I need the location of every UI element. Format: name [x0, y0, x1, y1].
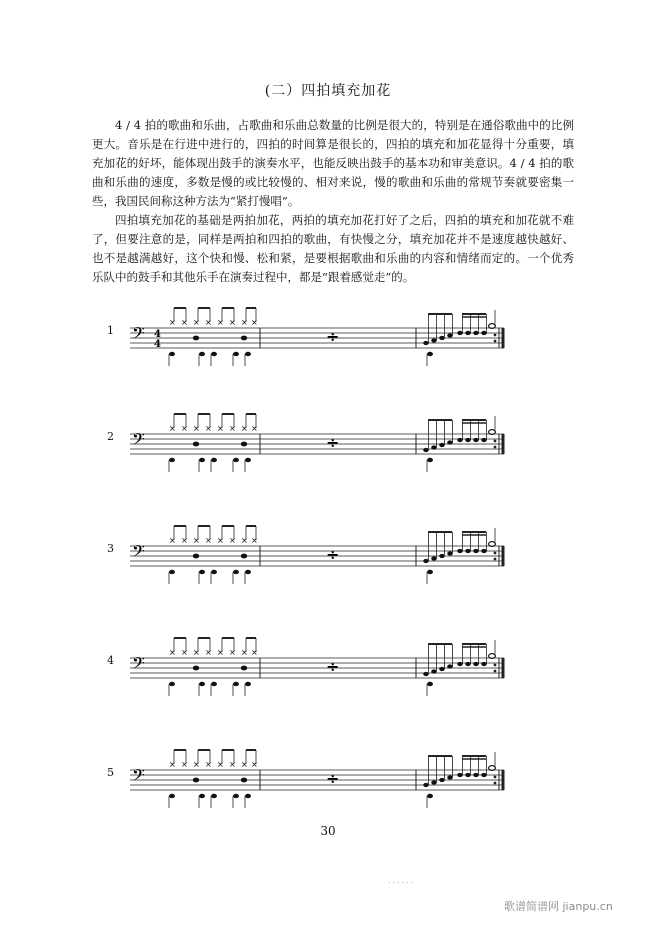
bass-drum-note: [169, 682, 175, 686]
drum-example-4: [0, 630, 656, 740]
fill-note: [447, 664, 453, 668]
fill-note: [447, 333, 453, 337]
hihat-note: ×: [217, 424, 224, 433]
fill-note: [473, 549, 479, 553]
measure-repeat-sign: ÷: [326, 545, 340, 564]
fill-note: [439, 778, 445, 782]
paragraph: 四拍填充加花的基础是两拍加花，两拍的填充加花打好了之后，四拍的填充和加花就不难了，但要注意的是，同样是两拍和四拍的歌曲，有快慢之分，填充加花并不是速度越快越好、也不是越满越好，这个快和慢、松和紧，是要根据歌曲和乐曲的内容和情绪而定的。一个优秀乐队中的鼓手和其他乐手在演奏过程中，都是“跟着感觉走”的。: [92, 213, 574, 284]
hihat-note: ×: [169, 424, 176, 433]
paragraph: 4 / 4 拍的歌曲和乐曲，占歌曲和乐曲总数量的比例是很大的，特别是在通俗歌曲中的比例更大。音乐是在行进中进行的，四拍的时间算是很长的，四拍的填充和加花显得十分重要，填充加花的好坏，能体现出鼓手的演奏水平，也能反映出鼓手的基本功和审美意识。4 / 4 拍的歌曲和乐曲的速度，多数是慢的或比较慢的、相对来说，慢的歌曲和乐曲的常规节奏就要密集一些，我国民间称这种方法为“紧打慢唱”。: [92, 118, 574, 208]
fill-note: [481, 331, 487, 335]
bass-drum-note: [169, 794, 175, 798]
fill-note: [423, 559, 429, 563]
repeat-dot: [494, 446, 497, 449]
fill-note: [439, 336, 445, 340]
fill-note: [481, 773, 487, 777]
bass-drum-note: [199, 794, 205, 798]
hihat-note: ×: [169, 536, 176, 545]
bass-drum-note: [211, 794, 217, 798]
drum-staff: [120, 406, 520, 486]
fill-note: [423, 672, 429, 676]
fill-note: [431, 556, 437, 560]
bass-drum-note: [245, 352, 251, 356]
hihat-note: ×: [241, 424, 248, 433]
measure-repeat-sign: ÷: [326, 769, 340, 788]
bass-drum-note: [233, 458, 239, 462]
fill-note: [431, 669, 437, 673]
bass-drum-note: [211, 682, 217, 686]
bass-drum-note: [245, 458, 251, 462]
snare-note: [193, 778, 199, 783]
time-signature-bottom: 4: [154, 339, 161, 350]
hihat-note: ×: [241, 318, 248, 327]
hihat-note: ×: [181, 536, 188, 545]
drum-example-1: [0, 300, 656, 410]
fill-note: [423, 783, 429, 787]
bass-drum-note: [245, 794, 251, 798]
hihat-note: ×: [241, 536, 248, 545]
hihat-note: ×: [193, 318, 200, 327]
repeat-dot: [494, 552, 497, 555]
fill-note: [447, 775, 453, 779]
bass-drum-note: [233, 794, 239, 798]
example-number: 3: [107, 542, 114, 555]
fill-note: [457, 662, 463, 666]
hihat-note: ×: [193, 648, 200, 657]
hihat-note: ×: [241, 760, 248, 769]
hihat-note: ×: [181, 318, 188, 327]
bass-clef: 𝄢: [132, 323, 145, 347]
snare-note: [193, 666, 199, 671]
bass-clef: 𝄢: [132, 429, 145, 453]
bass-drum-note: [233, 570, 239, 574]
fill-note: [439, 554, 445, 558]
repeat-dot: [494, 776, 497, 779]
hihat-note: ×: [181, 424, 188, 433]
bass-drum-note: [233, 352, 239, 356]
fill-note: [457, 773, 463, 777]
hihat-note: ×: [205, 648, 212, 657]
fill-note: [481, 438, 487, 442]
fill-note: [457, 438, 463, 442]
fill-note: [465, 438, 471, 442]
example-number: 1: [107, 324, 114, 337]
footer-mark: ......: [388, 876, 416, 885]
snare-note: [193, 336, 199, 341]
bass-drum-note: [199, 352, 205, 356]
fill-note: [457, 549, 463, 553]
hihat-note: ×: [205, 318, 212, 327]
bass-drum-note: [211, 570, 217, 574]
hihat-note: ×: [169, 760, 176, 769]
hihat-note: ×: [229, 536, 236, 545]
fill-note: [481, 662, 487, 666]
drum-staff: [120, 630, 520, 710]
hihat-note: ×: [169, 648, 176, 657]
repeat-dot: [494, 670, 497, 673]
hihat-note: ×: [217, 318, 224, 327]
fill-note: [431, 445, 437, 449]
body-text: [92, 116, 574, 287]
bass-drum-note: [199, 682, 205, 686]
measure-repeat-sign: ÷: [326, 433, 340, 452]
bass-drum-note: [233, 682, 239, 686]
hihat-note: ×: [241, 648, 248, 657]
fill-note: [423, 341, 429, 345]
repeat-dot: [494, 558, 497, 561]
fill-note: [473, 331, 479, 335]
hihat-note: ×: [229, 648, 236, 657]
hihat-note: ×: [193, 760, 200, 769]
drum-example-3: [0, 518, 656, 628]
repeat-dot: [494, 340, 497, 343]
hihat-note: ×: [181, 648, 188, 657]
hihat-note: ×: [229, 318, 236, 327]
bass-clef: 𝄢: [132, 653, 145, 677]
hihat-note: ×: [229, 760, 236, 769]
hihat-note: ×: [169, 318, 176, 327]
bass-drum-note: [169, 458, 175, 462]
fill-note: [431, 780, 437, 784]
watermark: 歌谱简谱网 jianpu.cn: [504, 900, 613, 913]
drum-staff: [120, 742, 520, 822]
fill-note: [447, 440, 453, 444]
bass-drum-note: [199, 570, 205, 574]
hihat-note: ×: [251, 536, 258, 545]
bass-clef: 𝄢: [132, 765, 145, 789]
bass-drum-note: [427, 352, 433, 356]
repeat-dot: [494, 440, 497, 443]
snare-note: [241, 336, 247, 341]
hihat-note: ×: [193, 536, 200, 545]
fill-note: [465, 549, 471, 553]
hihat-note: ×: [217, 760, 224, 769]
hihat-note: ×: [229, 424, 236, 433]
bass-drum-note: [245, 570, 251, 574]
bass-drum-note: [245, 682, 251, 686]
fill-note: [439, 667, 445, 671]
fill-note: [465, 662, 471, 666]
section-title: (二）四拍填充加花: [264, 83, 392, 99]
example-number: 2: [107, 430, 114, 443]
hihat-note: ×: [205, 536, 212, 545]
hihat-note: ×: [251, 424, 258, 433]
example-number: 4: [107, 654, 114, 667]
fill-note: [473, 773, 479, 777]
bass-drum-note: [211, 458, 217, 462]
repeat-dot: [494, 664, 497, 667]
snare-note: [193, 554, 199, 559]
page-number: 30: [320, 824, 336, 838]
measure-repeat-sign: ÷: [326, 657, 340, 676]
snare-note: [241, 554, 247, 559]
bass-drum-note: [427, 794, 433, 798]
bass-drum-note: [169, 352, 175, 356]
fill-note: [473, 438, 479, 442]
hihat-note: ×: [251, 760, 258, 769]
example-number: 5: [107, 766, 114, 779]
bass-drum-note: [199, 458, 205, 462]
hihat-note: ×: [217, 648, 224, 657]
bass-drum-note: [427, 570, 433, 574]
hihat-note: ×: [181, 760, 188, 769]
hihat-note: ×: [251, 648, 258, 657]
bass-drum-note: [427, 682, 433, 686]
fill-note: [423, 448, 429, 452]
hihat-note: ×: [193, 424, 200, 433]
repeat-dot: [494, 334, 497, 337]
hihat-note: ×: [217, 536, 224, 545]
drum-staff: [120, 518, 520, 598]
snare-note: [193, 442, 199, 447]
bass-drum-note: [169, 570, 175, 574]
fill-note: [431, 338, 437, 342]
drum-example-2: [0, 406, 656, 516]
time-signature-top: 4: [154, 329, 161, 340]
drum-staff: [120, 300, 520, 380]
fill-note: [439, 443, 445, 447]
snare-note: [241, 778, 247, 783]
snare-note: [241, 666, 247, 671]
bass-clef: 𝄢: [132, 541, 145, 565]
fill-note: [465, 773, 471, 777]
hihat-note: ×: [205, 760, 212, 769]
measure-repeat-sign: ÷: [326, 327, 340, 346]
fill-note: [457, 331, 463, 335]
bass-drum-note: [211, 352, 217, 356]
fill-note: [473, 662, 479, 666]
hihat-note: ×: [251, 318, 258, 327]
hihat-note: ×: [205, 424, 212, 433]
fill-note: [447, 551, 453, 555]
bass-drum-note: [427, 458, 433, 462]
fill-note: [481, 549, 487, 553]
snare-note: [241, 442, 247, 447]
repeat-dot: [494, 782, 497, 785]
fill-note: [465, 331, 471, 335]
